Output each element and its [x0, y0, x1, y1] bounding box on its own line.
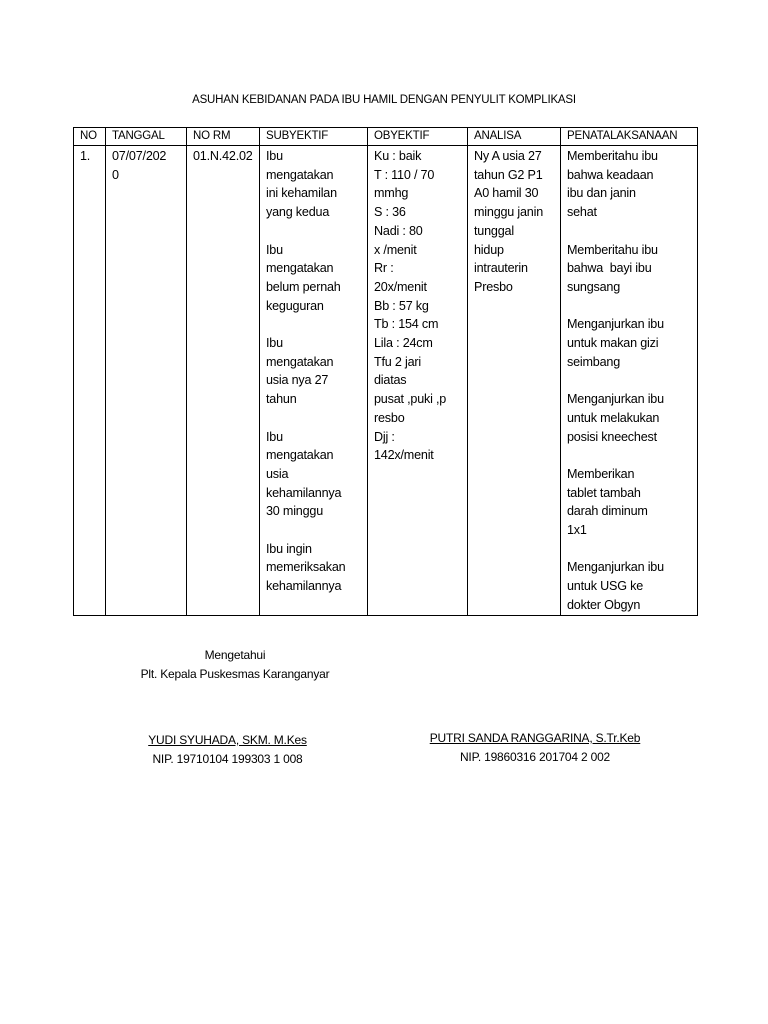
header-analisa: ANALISA	[468, 128, 561, 146]
left-signature-heading	[100, 646, 370, 683]
cell-subyektif: Ibu mengatakan ini kehamilan yang kedua Ibu mengatakan belum pernah keguguran Ibu mengatakan usia nya 27 tahun Ibu mengatakan usia kehamilannya 30 minggu Ibu ingin memeriksakan kehamilannya	[260, 146, 368, 616]
signer-position: Plt. Kepala Puskesmas Karanganyar	[140, 666, 330, 681]
table-header-row	[74, 128, 698, 146]
right-signer-name: PUTRI SANDA RANGGARINA, S.Tr.Keb	[429, 731, 641, 745]
cell-obyektif: Ku : baik T : 110 / 70 mmhg S : 36 Nadi : 80 x /menit Rr : 20x/menit Bb : 57 kg Tb : 154 cm Lila : 24cm Tfu 2 jari diatas pusat ,puki ,p resbo Djj : 142x/menit	[368, 146, 468, 616]
left-signer-nip: NIP. 19710104 199303 1 008	[152, 751, 303, 766]
header-no-rm: NO RM	[187, 128, 260, 146]
header-no: NO	[74, 128, 106, 146]
header-penatalaksanaan: PENATALAKSANAAN	[561, 128, 698, 146]
left-signer-name: YUDI SYUHADA, SKM. M.Kes	[148, 733, 307, 747]
cell-tanggal: 07/07/202 0	[106, 146, 187, 616]
cell-no: 1.	[74, 146, 106, 616]
care-table	[73, 127, 698, 616]
header-subyektif: SUBYEKTIF	[260, 128, 368, 146]
acknowledged-label: Mengetahui	[204, 648, 266, 662]
header-tanggal: TANGGAL	[106, 128, 187, 146]
table-row	[74, 146, 698, 616]
left-signature	[100, 731, 355, 768]
cell-no-rm: 01.N.42.02	[187, 146, 260, 616]
right-signer-nip: NIP. 19860316 201704 2 002	[459, 749, 611, 764]
right-signature	[395, 729, 675, 766]
header-obyektif: OBYEKTIF	[368, 128, 468, 146]
cell-analisa: Ny A usia 27 tahun G2 P1 A0 hamil 30 minggu janin tunggal hidup intrauterin Presbo	[468, 146, 561, 616]
document-title: ASUHAN KEBIDANAN PADA IBU HAMIL DENGAN PENYULIT KOMPLIKASI	[192, 94, 576, 106]
cell-penatalaksanaan: Memberitahu ibu bahwa keadaan ibu dan janin sehat Memberitahu ibu bahwa bayi ibu sungsang Menganjurkan ibu untuk makan gizi seimbang Menganjurkan ibu untuk melakukan posisi kneechest Memberikan tablet tambah darah diminum 1x1 Menganjurkan ibu untuk USG ke dokter Obgyn	[561, 146, 698, 616]
